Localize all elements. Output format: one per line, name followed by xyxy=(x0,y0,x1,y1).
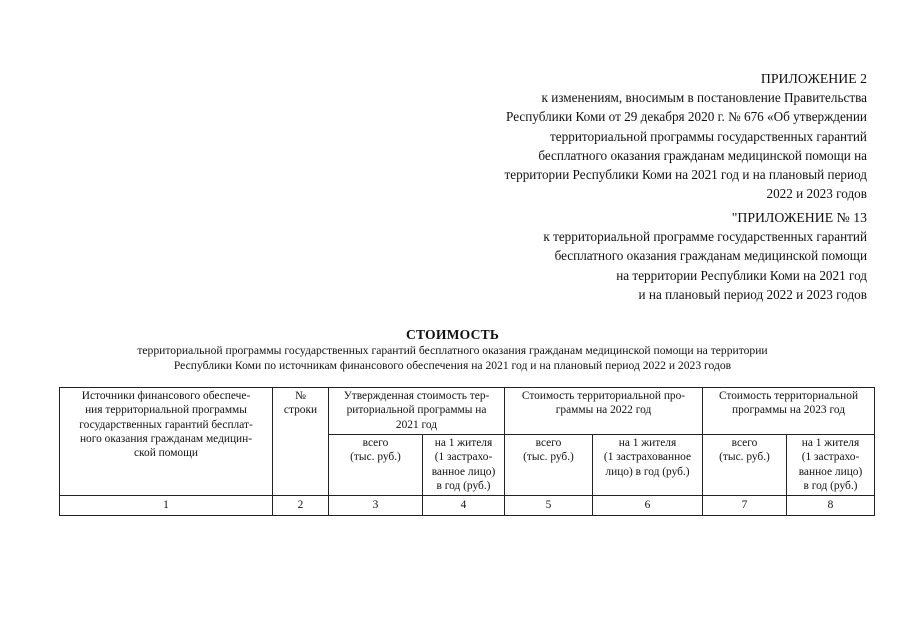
appendix-line: бесплатного оказания гражданам медицинской помощи xyxy=(554,248,867,264)
appendix-line: "ПРИЛОЖЕНИЕ № 13 xyxy=(731,210,867,225)
appendix-line: территории Республики Коми на 2021 год и на плановый период xyxy=(504,167,867,183)
appendix-line: бесплатного оказания гражданам медицинской помощи на xyxy=(538,147,867,163)
header-per-capita-2021: на 1 жителя (1 застрахо- ванное лицо) в год (руб.) xyxy=(423,435,505,496)
appendix-line: Республики Коми от 29 декабря 2020 г. № 676 «Об утверждении xyxy=(506,109,867,125)
header-group-2022: Стоимость территориальной про- граммы на 2022 год xyxy=(505,388,703,435)
column-number: 5 xyxy=(505,496,593,516)
column-number: 7 xyxy=(703,496,787,516)
column-number: 4 xyxy=(423,496,505,516)
column-number: 6 xyxy=(593,496,703,516)
header-row-groups xyxy=(60,388,875,435)
appendix-line: территориальной программы государственных гарантий xyxy=(550,128,867,144)
column-number: 1 xyxy=(60,496,273,516)
header-group-2021: Утвержденная стоимость тер- риториальной программы на 2021 год xyxy=(329,388,505,435)
header-per-capita-2022: на 1 жителя (1 застрахованное лицо) в год (руб.) xyxy=(593,435,703,496)
appendix-line: к территориальной программе государственных гарантий xyxy=(543,229,867,245)
header-row-number: № строки xyxy=(273,388,329,496)
appendix-line: на территории Республики Коми на 2021 год xyxy=(616,267,867,283)
header-total-2021: всего (тыс. руб.) xyxy=(329,435,423,496)
document-title xyxy=(0,326,905,373)
appendix-line: к изменениям, вносимым в постановление Правительства xyxy=(541,90,867,106)
header-total-2023: всего (тыс. руб.) xyxy=(703,435,787,496)
column-number: 3 xyxy=(329,496,423,516)
appendix-line: ПРИЛОЖЕНИЕ 2 xyxy=(760,71,867,86)
header-total-2022: всего (тыс. руб.) xyxy=(505,435,593,496)
header-source: Источники финансового обеспече- ния территориальной программы государственных гарантий бесплат- ного оказания гражданам медицин- ской помощи xyxy=(60,388,273,496)
column-number: 8 xyxy=(787,496,875,516)
cost-table xyxy=(59,387,875,516)
appendix-2-header xyxy=(505,69,868,203)
appendix-13-header xyxy=(543,208,867,304)
column-number-row xyxy=(60,496,875,516)
appendix-line: и на плановый период 2022 и 2023 годов xyxy=(638,286,867,302)
title-subtitle-line: территориальной программы государственных гарантий бесплатного оказания гражданам медицинской помощи на территории xyxy=(137,344,768,357)
column-number: 2 xyxy=(273,496,329,516)
header-group-2023: Стоимость территориальной программы на 2023 год xyxy=(703,388,875,435)
appendix-line: 2022 и 2023 годов xyxy=(766,186,867,202)
header-per-capita-2023: на 1 жителя (1 застрахо- ванное лицо) в год (руб.) xyxy=(787,435,875,496)
title-subtitle-line: Республики Коми по источникам финансового обеспечения на 2021 год и на плановый период 2022 и 2023 годов xyxy=(173,359,732,372)
title-main: СТОИМОСТЬ xyxy=(405,327,500,342)
